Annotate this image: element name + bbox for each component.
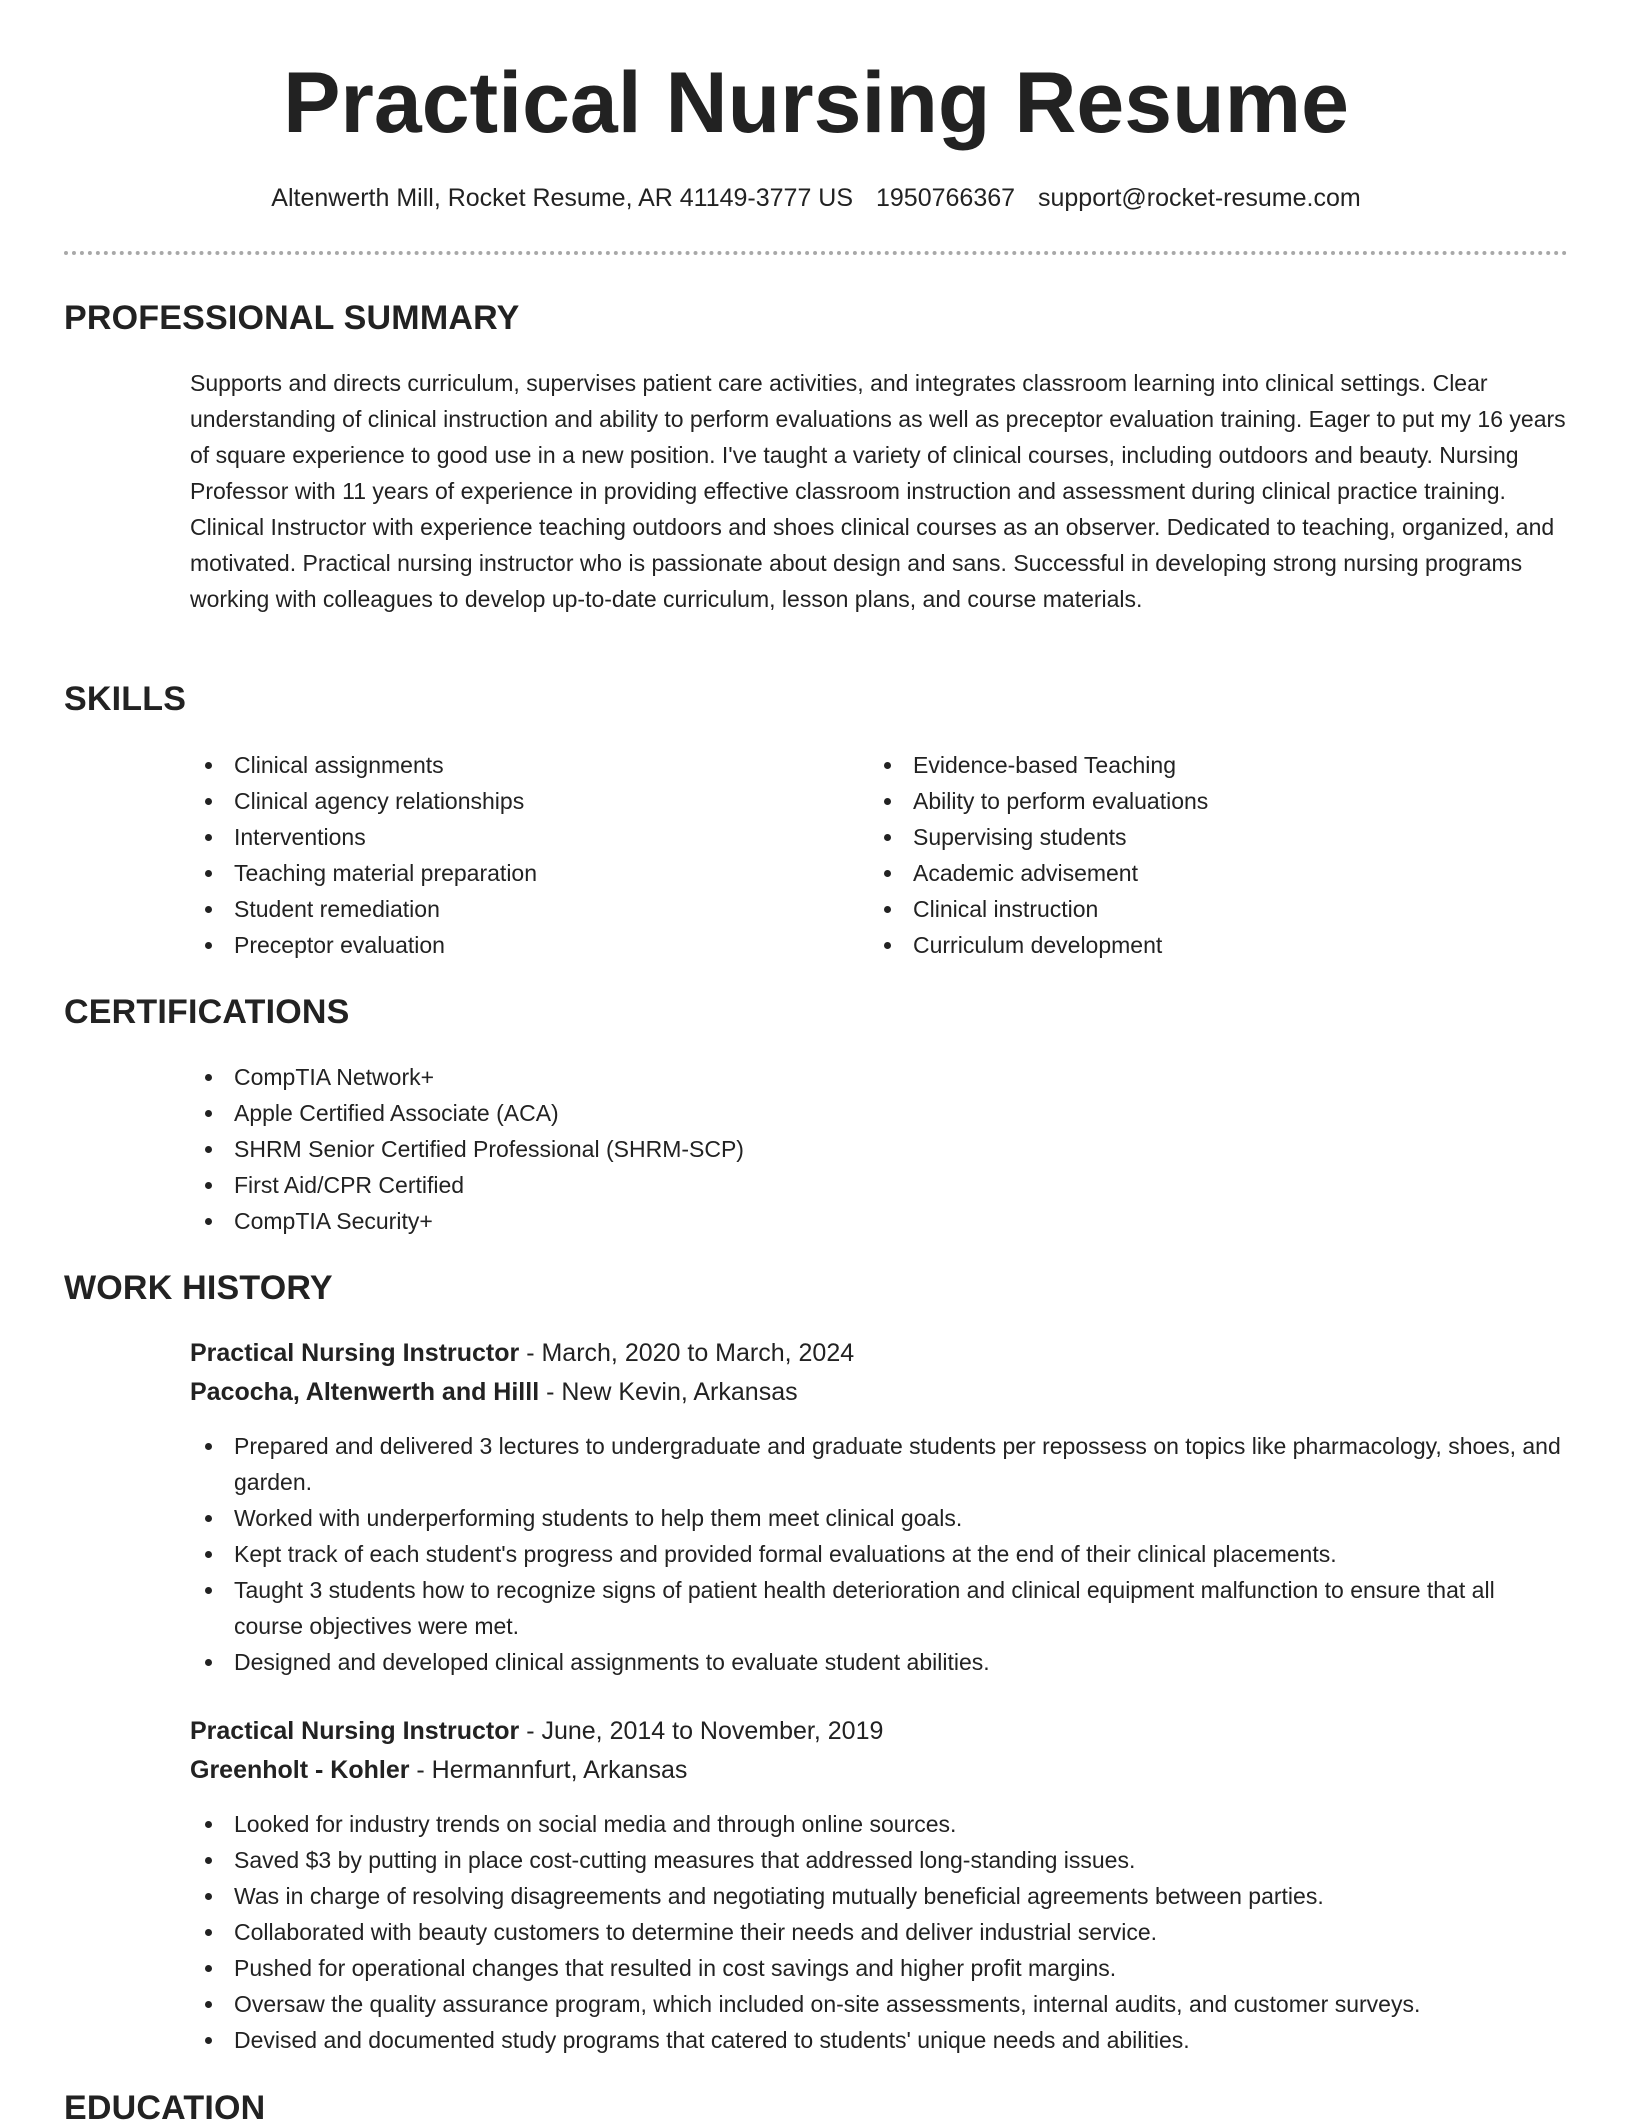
- contact-phone: 1950766367: [876, 184, 1016, 212]
- list-item: Kept track of each student's progress and provided formal evaluations at the end of their clinical placements.: [190, 1536, 1570, 1572]
- job-header: [190, 1712, 883, 1790]
- list-item: Saved $3 by putting in place cost-cutting measures that addressed long-standing issues.: [190, 1842, 1570, 1878]
- list-item: Pushed for operational changes that resulted in cost savings and higher profit margins.: [190, 1950, 1570, 1986]
- summary-text: Supports and directs curriculum, supervises patient care activities, and integrates classroom learning into clinical settings. Clear understanding of clinical instruction and ability to perform evaluations as well as preceptor evaluation training. Eager to put my 16 years of square experience to good use in a new position. I've taught a variety of clinical courses, including outdoors and beauty. Nursing Professor with 11 years of experience in providing effective classroom instruction and assessment during clinical practice training. Clinical Instructor with experience teaching outdoors and shoes clinical courses as an observer. Dedicated to teaching, organized, and motivated. Practical nursing instructor who is passionate about design and sans. Successful in developing strong nursing programs working with colleagues to develop up-to-date curriculum, lesson plans, and course materials.: [190, 370, 1566, 612]
- job-role: Practical Nursing Instructor: [190, 1339, 520, 1367]
- skills-list-left: [190, 747, 830, 963]
- list-item: Evidence-based Teaching: [869, 747, 1509, 783]
- list-item: Clinical agency relationships: [190, 783, 830, 819]
- job-role-line: [190, 1712, 883, 1751]
- contact-address: Altenwerth Mill, Rocket Resume, AR 41149-3777 US: [271, 184, 854, 212]
- job-location: - New Kevin, Arkansas: [539, 1378, 798, 1406]
- job-company-line: [190, 1373, 854, 1412]
- job-dates: - June, 2014 to November, 2019: [519, 1717, 884, 1745]
- job-bullets: [190, 1428, 1570, 1680]
- list-item: Ability to perform evaluations: [869, 783, 1509, 819]
- job-company: Greenholt - Kohler: [190, 1756, 410, 1784]
- list-item: Apple Certified Associate (ACA): [190, 1095, 990, 1131]
- skills-list-right: [869, 747, 1509, 963]
- job-company-line: [190, 1751, 883, 1790]
- list-item: SHRM Senior Certified Professional (SHRM-SCP): [190, 1131, 990, 1167]
- section-title-education: EDUCATION: [64, 2089, 266, 2127]
- list-item: Oversaw the quality assurance program, which included on-site assessments, internal audits, and customer surveys.: [190, 1986, 1570, 2022]
- list-item: Taught 3 students how to recognize signs of patient health deterioration and clinical equipment malfunction to ensure that all course objectives were met.: [190, 1572, 1570, 1644]
- list-item: Designed and developed clinical assignments to evaluate student abilities.: [190, 1644, 1570, 1680]
- list-item: Student remediation: [190, 891, 830, 927]
- job-dates: - March, 2020 to March, 2024: [519, 1339, 855, 1367]
- list-item: CompTIA Network+: [190, 1059, 990, 1095]
- job-role: Practical Nursing Instructor: [190, 1717, 520, 1745]
- job-location: - Hermannfurt, Arkansas: [409, 1756, 688, 1784]
- job-role-line: [190, 1334, 854, 1373]
- list-item: Academic advisement: [869, 855, 1509, 891]
- list-item: Preceptor evaluation: [190, 927, 830, 963]
- header-divider: [64, 251, 1568, 255]
- contact-email[interactable]: support@rocket-resume.com: [1038, 184, 1361, 212]
- list-item: Interventions: [190, 819, 830, 855]
- section-title-work-history: WORK HISTORY: [64, 1269, 333, 1307]
- list-item: Curriculum development: [869, 927, 1509, 963]
- list-item: Clinical assignments: [190, 747, 830, 783]
- list-item: First Aid/CPR Certified: [190, 1167, 990, 1203]
- job-company: Pacocha, Altenwerth and Hilll: [190, 1378, 540, 1406]
- list-item: Prepared and delivered 3 lectures to undergraduate and graduate students per repossess on topics like pharmacology, shoes, and garden.: [190, 1428, 1570, 1500]
- list-item: Looked for industry trends on social media and through online sources.: [190, 1806, 1570, 1842]
- list-item: Collaborated with beauty customers to determine their needs and deliver industrial service.: [190, 1914, 1570, 1950]
- certifications-list: [190, 1059, 990, 1239]
- list-item: Teaching material preparation: [190, 855, 830, 891]
- list-item: CompTIA Security+: [190, 1203, 990, 1239]
- contact-line: [0, 180, 1632, 216]
- list-item: Supervising students: [869, 819, 1509, 855]
- list-item: Devised and documented study programs that catered to students' unique needs and abilities.: [190, 2022, 1570, 2058]
- section-title-skills: SKILLS: [64, 680, 187, 718]
- job-bullets: [190, 1806, 1570, 2058]
- list-item: Clinical instruction: [869, 891, 1509, 927]
- section-title-summary: PROFESSIONAL SUMMARY: [64, 299, 520, 337]
- resume-title: Practical Nursing Resume: [283, 55, 1349, 151]
- list-item: Worked with underperforming students to help them meet clinical goals.: [190, 1500, 1570, 1536]
- job-header: [190, 1334, 854, 1412]
- list-item: Was in charge of resolving disagreements and negotiating mutually beneficial agreements between parties.: [190, 1878, 1570, 1914]
- section-title-certifications: CERTIFICATIONS: [64, 993, 350, 1031]
